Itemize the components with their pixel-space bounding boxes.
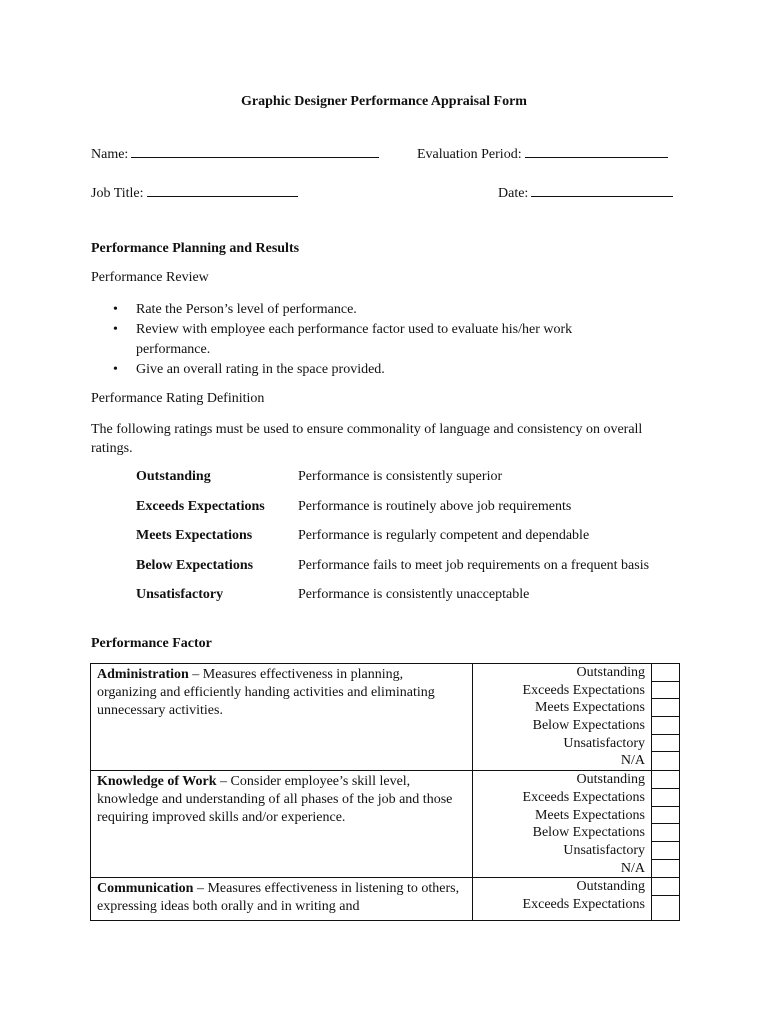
rating-options-cell [473,771,652,878]
list-item: • Review with employee each performance factor used to evaluate his/her work performance. [113,320,633,360]
evaluation-period-line[interactable] [525,143,668,158]
rating-checkbox-column [652,664,680,771]
rating-option-label: Outstanding [576,665,645,680]
factor-name: Administration [97,667,189,682]
rating-option-label: Outstanding [576,772,645,788]
rating-term: Unsatisfactory [136,587,224,602]
factor-description-cell [91,878,473,921]
table-row [91,664,680,771]
rating-checkbox[interactable] [652,735,679,753]
rating-definition: Performance is regularly competent and dependable [298,528,590,543]
rating-checkbox[interactable] [652,896,679,914]
name-line[interactable] [131,143,379,158]
rating-options-cell [473,878,652,921]
rating-checkbox[interactable] [652,842,679,860]
rating-option-label: Exceeds Expectations [522,682,645,698]
review-heading: Performance Review [91,270,209,285]
rating-term: Exceeds Expectations [136,499,265,514]
rating-option-label: Unsatisfactory [563,842,645,858]
rating-option-label: Below Expectations [532,825,645,841]
date-field[interactable] [498,182,673,202]
rating-checkbox[interactable] [652,824,679,842]
date-line[interactable] [531,182,673,197]
table-row [91,878,680,921]
rating-term: Outstanding [136,469,211,484]
form-title: Graphic Designer Performance Appraisal Form [241,94,527,109]
name-field[interactable] [91,143,379,163]
factor-name: Knowledge of Work [97,774,217,790]
factor-heading: Performance Factor [91,636,212,651]
rating-checkbox-column [652,771,680,878]
date-label: Date: [498,186,529,201]
factor-description-cell [91,664,473,771]
rating-option-label: N/A [620,753,645,769]
rating-checkbox[interactable] [652,752,679,770]
rating-option-label: Meets Expectations [534,807,645,823]
list-item: • Give an overall rating in the space provided. [113,360,633,380]
rating-option-label: Exceeds Expectations [522,789,645,805]
review-bullet-list [113,300,633,380]
rating-definition: Performance is consistently unacceptable [298,587,530,602]
rating-checkbox[interactable] [652,682,679,700]
evaluation-period-label: Evaluation Period: [417,147,522,162]
rating-options-cell [473,664,652,771]
rating-option-label: Below Expectations [532,718,645,734]
rating-definition-heading: Performance Rating Definition [91,391,265,406]
factor-description: – Measures effectiveness in planning, organizing and efficiently handing activities and eliminating unnecessary activities. [97,667,435,718]
rating-option-label: Meets Expectations [534,700,645,716]
factor-name: Communication [97,881,194,897]
job-title-line[interactable] [147,182,298,197]
rating-checkbox[interactable] [652,771,679,789]
rating-option-label: Unsatisfactory [563,735,645,751]
rating-option-label: N/A [620,860,645,876]
rating-checkbox[interactable] [652,878,679,896]
rating-definition-intro: The following ratings must be used to ensure commonality of language and consistency on overall ratings. [91,422,643,456]
factor-description: – Measures effectiveness in listening to others, expressing ideas both orally and in writing and [97,881,460,915]
rating-checkbox[interactable] [652,699,679,717]
rating-checkbox[interactable] [652,664,679,682]
planning-heading: Performance Planning and Results [91,241,300,256]
rating-term: Meets Expectations [136,528,253,543]
rating-term: Below Expectations [136,558,254,573]
job-title-field[interactable] [91,182,298,202]
rating-definition: Performance is routinely above job requirements [298,499,572,514]
rating-checkbox[interactable] [652,717,679,735]
rating-checkbox[interactable] [652,789,679,807]
rating-checkbox[interactable] [652,807,679,825]
rating-checkbox[interactable] [652,860,679,878]
factor-description-cell [91,771,473,878]
rating-checkbox-column [652,878,680,921]
performance-factor-table [90,663,680,921]
name-label: Name: [91,147,129,162]
rating-definition: Performance fails to meet job requirements on a frequent basis [298,558,650,573]
rating-option-label: Outstanding [576,879,645,895]
evaluation-period-field[interactable] [417,143,668,163]
rating-definition: Performance is consistently superior [298,469,503,484]
table-row [91,771,680,878]
factor-description: – Consider employee’s skill level, knowledge and understanding of all phases of the job and those requiring improved skills and/or experience. [97,774,453,826]
job-title-label: Job Title: [91,186,144,201]
rating-option-label: Exceeds Expectations [522,896,645,912]
list-item: • Rate the Person’s level of performance. [113,300,633,320]
